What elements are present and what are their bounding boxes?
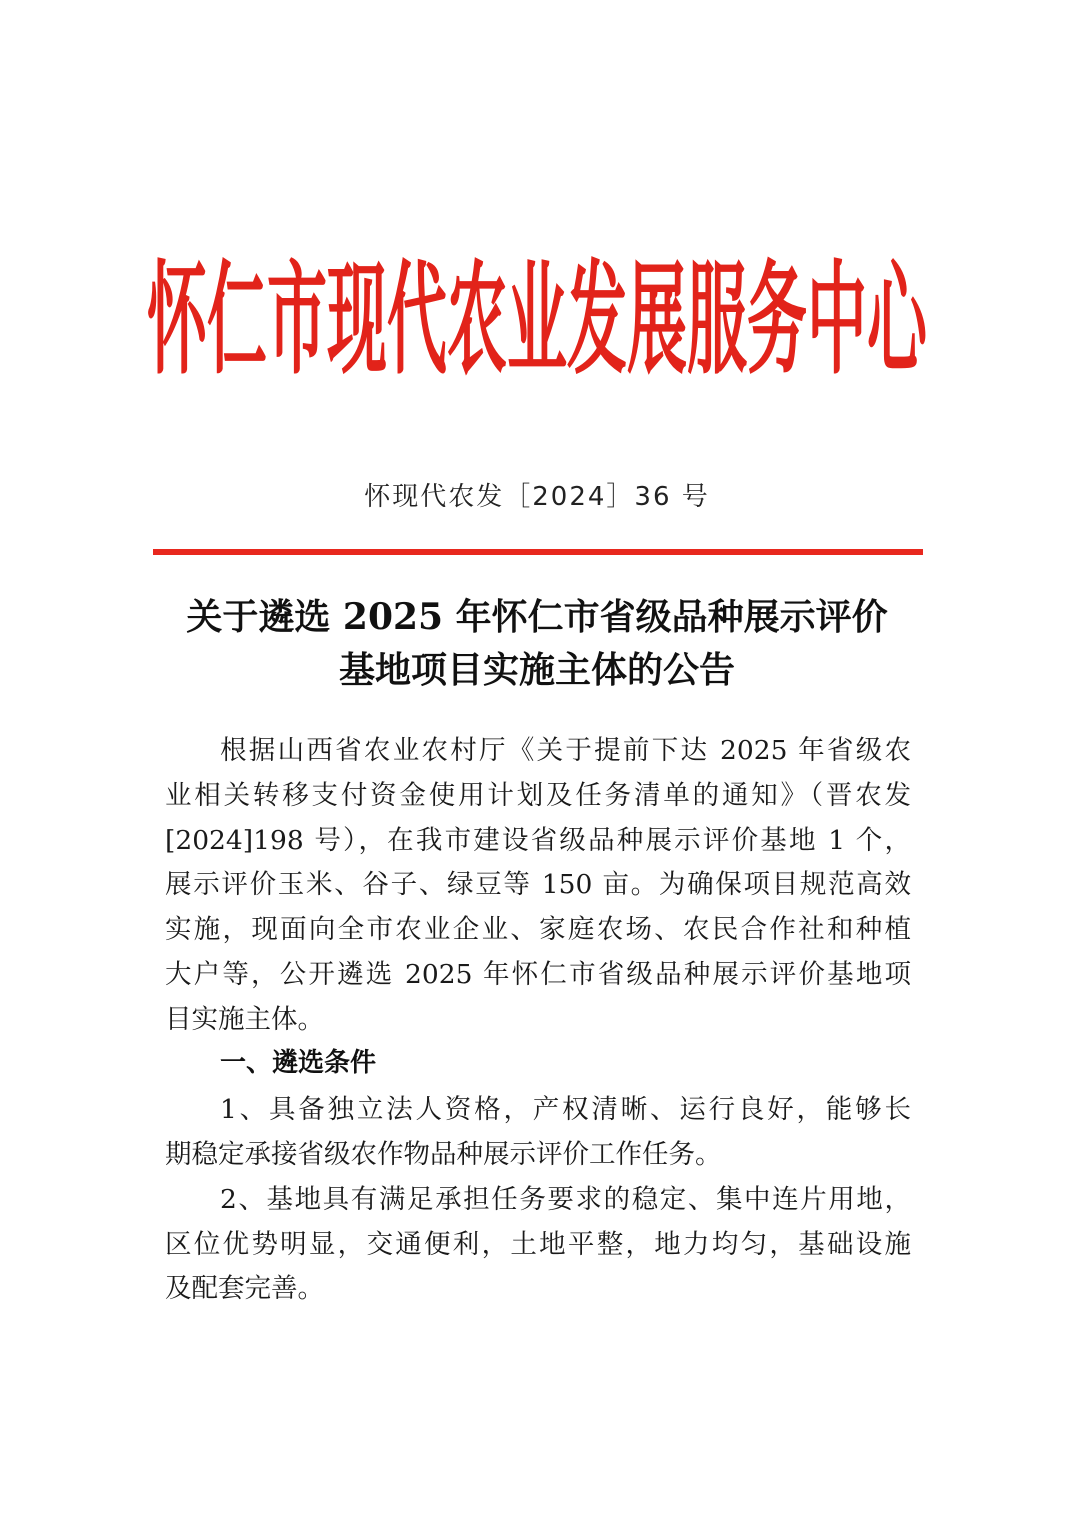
item1-line-2: 期稳定承接省级农作物品种展示评价工作任务。 [165,1139,722,1170]
item1-line-1: 1、具备独立法人资格，产权清晰、运行良好，能够长 [220,1094,911,1125]
document-title-line-2: 基地项目实施主体的公告 [338,649,735,691]
red-divider-rule [153,549,923,555]
item2-line-3: 及配套完善。 [165,1273,324,1304]
intro-line-4: 展示评价玉米、谷子、绿豆等 150 亩。为确保项目规范高效 [165,869,911,900]
item2-line-2: 区位优势明显，交通便利，土地平整，地力均匀，基础设施 [165,1229,911,1260]
intro-line-7: 目实施主体。 [165,1004,324,1035]
section-heading-selection-conditions: 一、遴选条件 [220,1048,377,1078]
intro-line-2: 业相关转移支付资金使用计划及任务清单的通知》（晋农发 [165,780,911,811]
org-name-svg [0,238,1074,388]
intro-line-3: [2024]198 号），在我市建设省级品种展示评价基地 1 个， [165,825,911,856]
document-number: 怀现代农发［2024］36 号 [364,482,710,512]
intro-line-5: 实施，现面向全市农业企业、家庭农场、农民合作社和种植 [165,914,911,945]
intro-line-1: 根据山西省农业农村厅《关于提前下达 2025 年省级农 [220,735,911,766]
masthead-org-name [0,238,1074,388]
intro-line-6: 大户等，公开遴选 2025 年怀仁市省级品种展示评价基地项 [165,959,911,990]
item2-line-1: 2、基地具有满足承担任务要求的稳定、集中连片用地， [220,1184,911,1215]
org-name-text: 怀仁市现代农业发展服务中心 [147,249,929,388]
document-title-line-1: 关于遴选 2025 年怀仁市省级品种展示评价 [186,596,888,638]
